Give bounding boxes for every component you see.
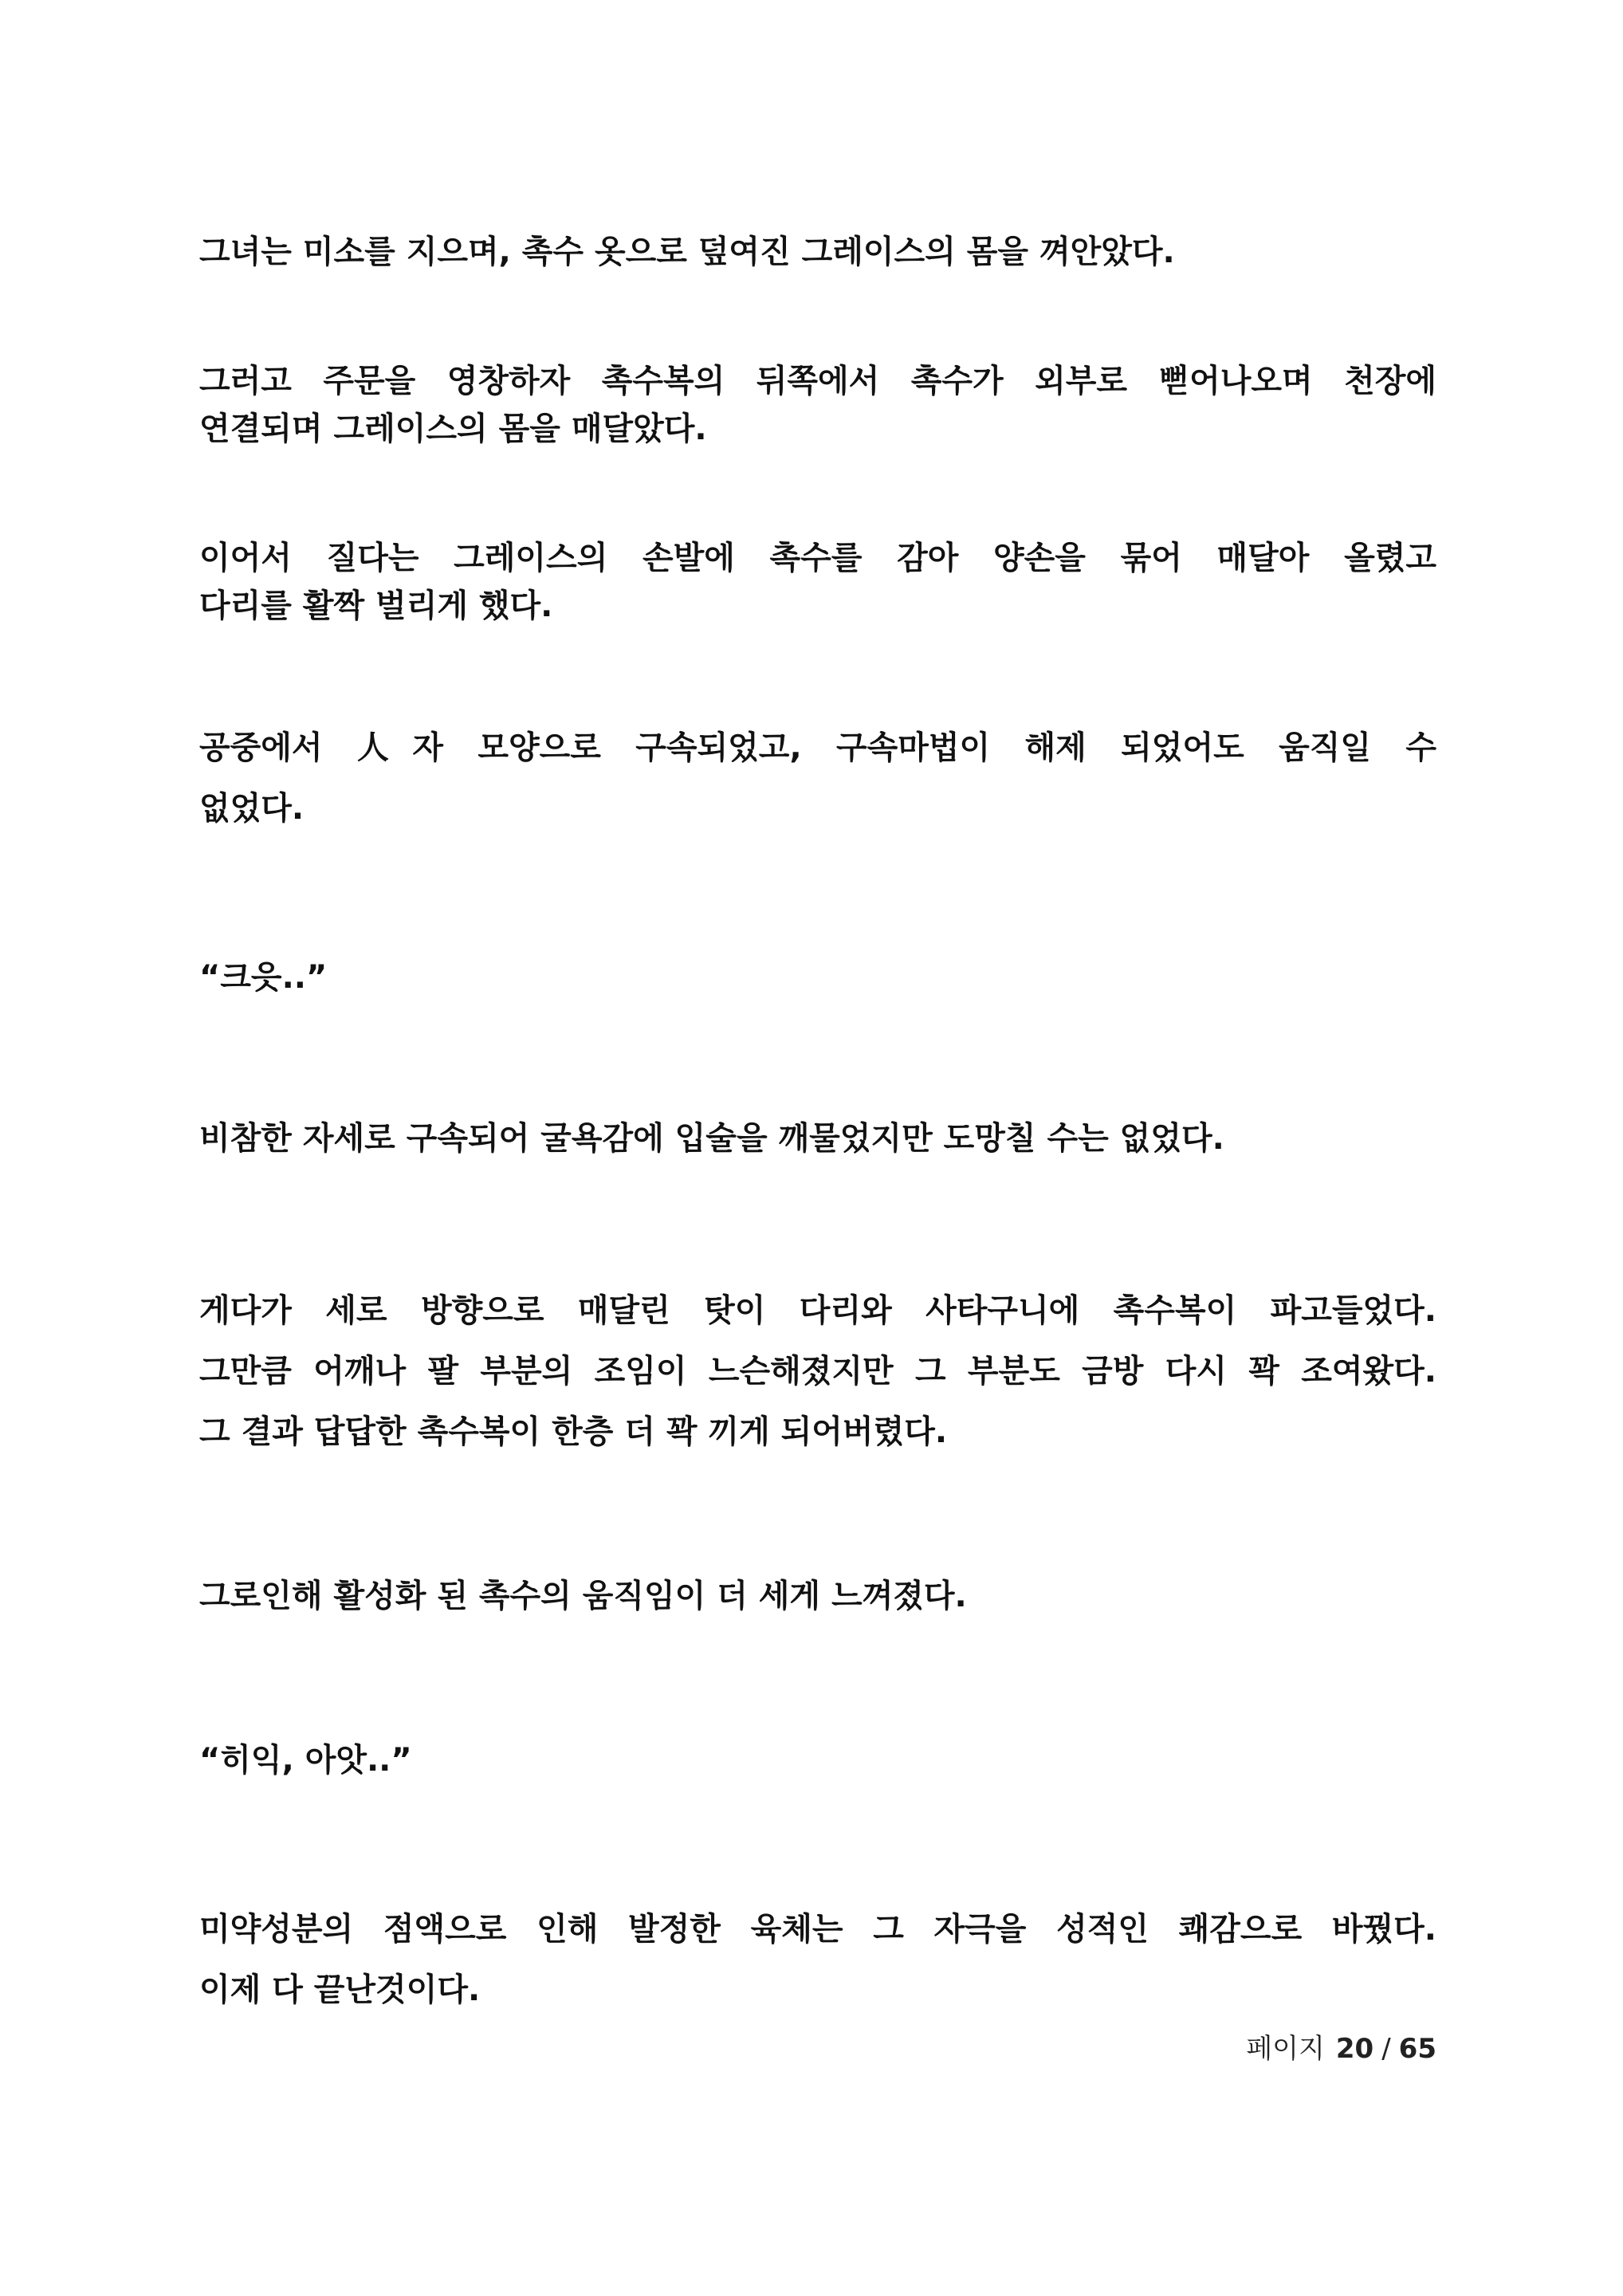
text-line: 그녀는 미소를 지으며, 촉수 옷으로 덮여진 그레이스의 몸을 껴안았다. <box>199 234 1175 270</box>
text-line: 연결되며 그레이스의 몸을 매달았다. <box>199 411 707 447</box>
paragraph-3 <box>199 534 1436 630</box>
text-line: 없었다. <box>199 790 305 827</box>
text-line: 공중에서 人자 모양으로 구속되었고, 구속마법이 해제 되었어도 움직일 수 <box>199 729 1436 766</box>
paragraph-4 <box>199 718 1436 839</box>
text-line: 그 결과 답답한 촉수복이 한층 더 꽉 끼게 되어버렸다. <box>199 1413 948 1450</box>
text-line: 이제 다 끝난것이다. <box>199 1972 481 2008</box>
paragraph-6 <box>199 1115 1436 1162</box>
page-separator: / <box>1381 2033 1391 2065</box>
text-line: 그러고 주문을 영창하자 촉수복의 뒤쪽에서 촉수가 외부로 뻗어나오며 천장에 <box>199 363 1436 399</box>
paragraph-9 <box>199 1736 1436 1784</box>
paragraph-10 <box>199 1899 1436 2020</box>
text-line: 이어서 질다는 그레이스의 손발에 촉수를 감아 양손을 묶어 매달아 올렸고 <box>199 540 1436 576</box>
text-line: 다리를 활짝 벌리게 했다. <box>199 588 553 624</box>
paragraph-8 <box>199 1572 1436 1620</box>
paragraph-5 <box>199 953 1436 1001</box>
text-line: “히익, 아앗..” <box>199 1742 412 1779</box>
text-line: 그만큼 어깨나 팔 부분의 조임이 느슨해졌지만 그 부분도 금방 다시 꽉 조여왔다. <box>199 1353 1436 1390</box>
page-number-footer <box>1246 2031 1436 2066</box>
total-pages-number: 65 <box>1398 2033 1436 2065</box>
paragraph-7 <box>199 1280 1436 1462</box>
text-line: 미약성분의 점액으로 인해 발정한 육체는 그 자극을 성적인 쾌감으로 바꿨다. <box>199 1911 1436 1948</box>
text-line: 그로인해 활성화 된 촉수의 움직임이 더 세게 느껴졌다. <box>199 1578 967 1614</box>
paragraph-2 <box>199 357 1436 453</box>
text-line: “크읏..” <box>199 959 328 996</box>
current-page-number: 20 <box>1335 2033 1374 2065</box>
text-line: 비참한 자세로 구속되어 굴욕감에 입술을 깨물었지만 도망칠 수는 없었다. <box>199 1120 1224 1157</box>
text-line: 게다가 세로 방향으로 매달린 탓이 다리와 사타구니에 촉수복이 파고들었다. <box>199 1292 1436 1329</box>
page-label: 페이지 <box>1246 2033 1325 2065</box>
paragraph-1 <box>199 228 1436 276</box>
